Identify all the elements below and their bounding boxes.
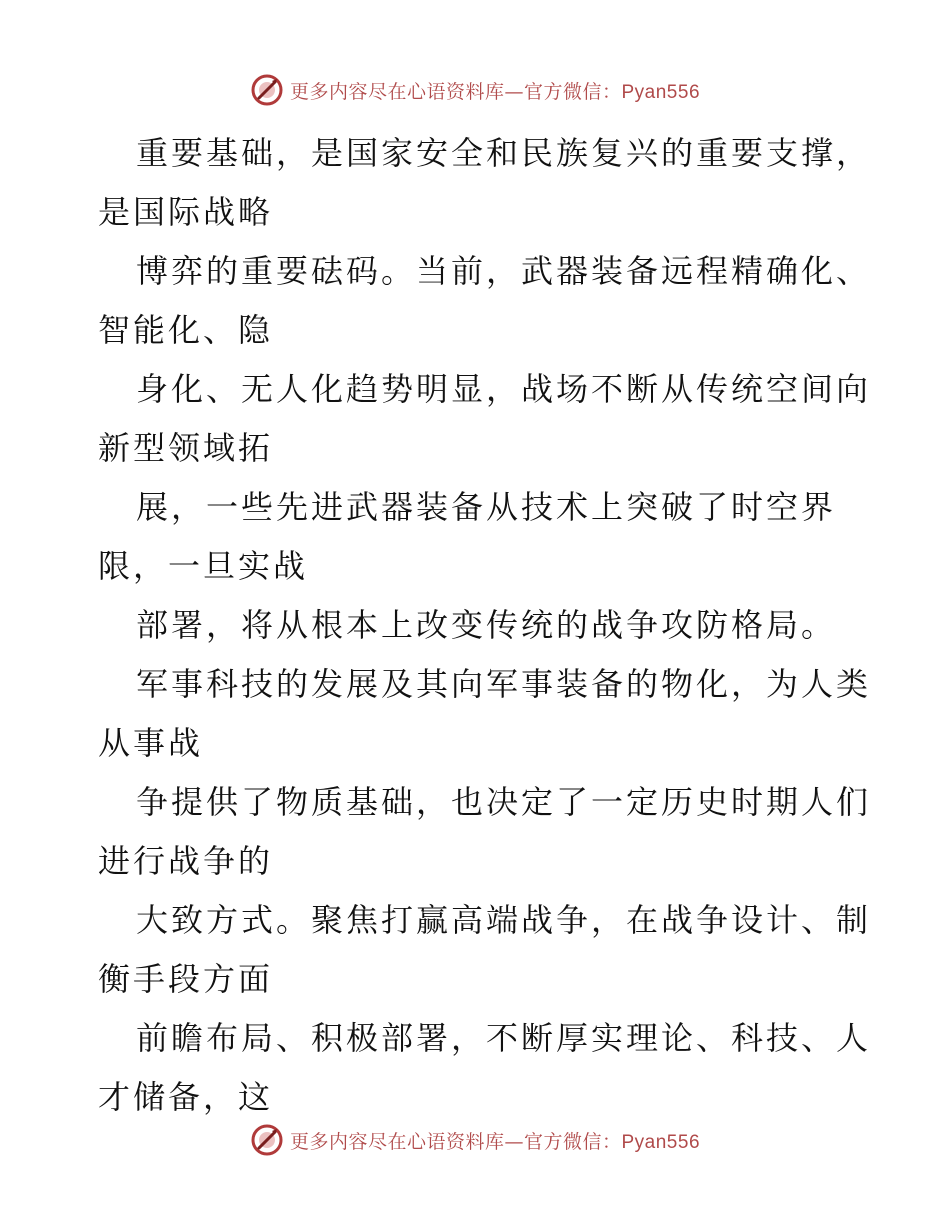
- paragraph-line: 展，一些先进武器装备从技术上突破了时空界: [136, 488, 837, 526]
- paragraph-9: [98, 1009, 872, 1127]
- paragraph-line: 是国际战略: [98, 193, 274, 231]
- paragraph-6: [98, 655, 872, 773]
- paragraph-line: 部署，将从根本上改变传统的战争攻防格局。: [136, 606, 837, 644]
- paragraph-7: [98, 773, 872, 891]
- paragraph-line: 限，一旦实战: [98, 547, 309, 585]
- paragraph-line: 新型领域拓: [98, 429, 274, 467]
- paragraph-line: 智能化、隐: [98, 311, 274, 349]
- watermark-id: Pyan556: [621, 1131, 701, 1153]
- brand-logo-icon: [250, 73, 284, 107]
- paragraph-4: [98, 478, 858, 596]
- paragraph-line: 重要基础，是国家安全和民族复兴的重要支撑，: [136, 134, 872, 172]
- paragraph-line: 前瞻布局、积极部署，不断厚实理论、科技、人: [136, 1019, 872, 1057]
- document-body: [98, 124, 872, 1127]
- footer-watermark: [0, 1120, 950, 1160]
- paragraph-line: 进行战争的: [98, 842, 274, 880]
- paragraph-line: 才储备，这: [98, 1078, 274, 1116]
- paragraph-line: 衡手段方面: [98, 960, 274, 998]
- watermark-id: Pyan556: [621, 81, 701, 103]
- paragraph-2: [98, 242, 872, 360]
- paragraph-line: 从事战: [98, 724, 204, 762]
- paragraph-line: 博弈的重要砝码。当前，武器装备远程精确化、: [136, 252, 872, 290]
- paragraph-line: 军事科技的发展及其向军事装备的物化，为人类: [136, 665, 872, 703]
- paragraph-line: 大致方式。聚焦打赢高端战争，在战争设计、制: [136, 901, 872, 939]
- paragraph-5: [98, 596, 858, 655]
- paragraph-line: 身化、无人化趋势明显，战场不断从传统空间向: [136, 370, 872, 408]
- watermark-text: 更多内容尽在心语资料库—官方微信：: [289, 80, 622, 103]
- paragraph-8: [98, 891, 872, 1009]
- paragraph-1: [98, 124, 872, 242]
- header-watermark: [0, 70, 950, 110]
- paragraph-line: 争提供了物质基础，也决定了一定历史时期人们: [136, 783, 872, 821]
- paragraph-3: [98, 360, 872, 478]
- brand-logo-icon: [250, 1123, 284, 1157]
- watermark-text: 更多内容尽在心语资料库—官方微信：: [289, 1130, 622, 1153]
